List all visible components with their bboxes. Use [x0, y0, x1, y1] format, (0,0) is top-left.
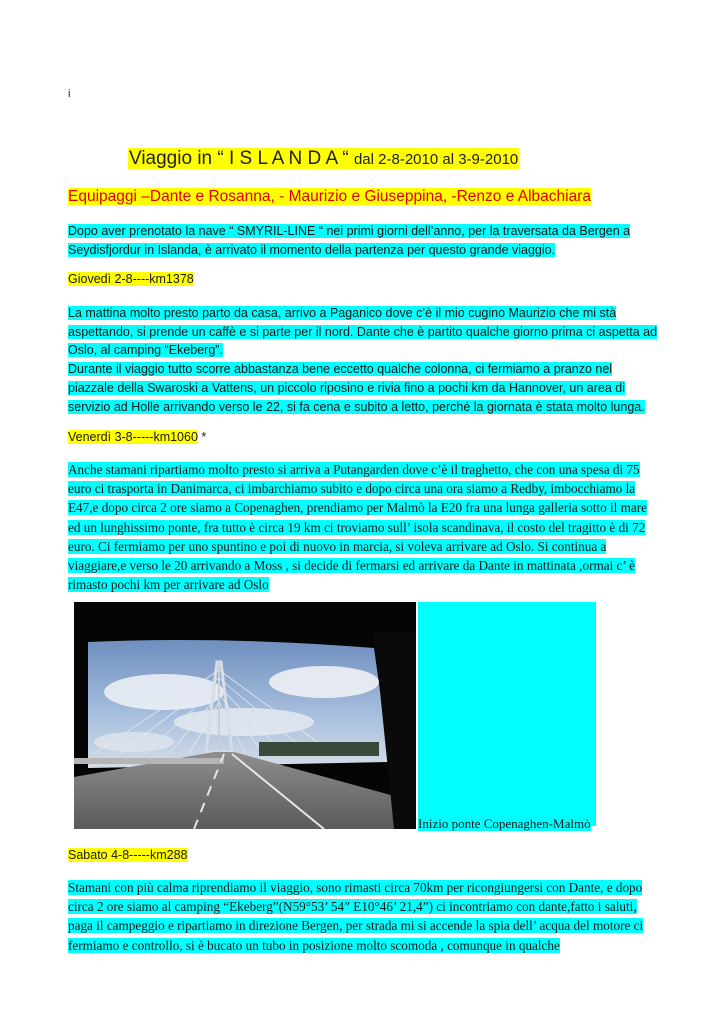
title-country: “ I S L A N D A “ [217, 148, 349, 169]
photo-caption-text: Inizio ponte Copenaghen-Malmò [418, 816, 591, 831]
day-paragraph-2-text: Anche stamani ripartiamo molto presto si arriva a Putangarden dove c’è il traghetto, che con una spesa di 75 euro ci trasporta in Danimarca, ci imbarchiamo subito e dopo circa una ora siamo a Redby, imbocchiamo la E47,e dopo circa 2 ore siamo a Copenaghen, prendiamo per Malmò la E20 fra una lunga galleria sotto il mare ed un lunghissimo ponte, fra tutto è circa 19 km ci troviamo sull’ isola scandinava, il costo del tragitto è di 72 euro. Ci fermiamo per uno spuntino e poi di nuovo in marcia, si voleva arrivare ad Oslo. Si continua a viaggiare,e verso le 20 arrivando a Moss , si decide di fermarsi ed arrivare da Dante in mattinata ,ormai c’ è rimasto pochi km per arrivare ad Oslo [68, 462, 647, 593]
day-heading-1 [68, 272, 194, 286]
title-prefix: Viaggio in [129, 148, 213, 169]
crews-text: Equipaggi –Dante e Rosanna, - Maurizio e Giuseppina, -Renzo e Albachiara [68, 188, 592, 205]
day-heading-1-text: Giovedì 2-8----km1378 [68, 272, 194, 286]
photo-caption [418, 816, 591, 832]
page-title [128, 148, 519, 170]
day-heading-2 [68, 430, 206, 444]
day-heading-3-text: Sabato 4-8-----km288 [68, 848, 188, 862]
day-paragraph-1-text: La mattina molto presto parto da casa, arrivo a Paganico dove c’è il mio cugino Maurizio che mi stà aspettando, si prende un caffè e si parte per il nord. Dante che è partito qualche giorno prima ci aspetta ad Oslo, al camping “Ekeberg”. [68, 306, 658, 358]
stray-mark: i [68, 88, 71, 100]
day-paragraph-1-text2: Durante il viaggio tutto scorre abbastanza bene eccetto qualche colonna, ci fermiamo a pranzo nel piazzale della Swaroski a Vattens, un piccolo riposino e rivia fino a pochi km da Hannover, un area di servizio ad Holle arrivando verso le 22, si fa cena e subito a letto, perché la giornata è stata molto lunga. [68, 362, 645, 414]
day-paragraph-2 [68, 460, 658, 594]
title-highlight [128, 148, 519, 169]
day-heading-2-suffix: * [197, 430, 207, 444]
photo-highlight-panel [418, 602, 596, 826]
day-paragraph-3-text: Stamani con più calma riprendiamo il viaggio, sono rimasti circa 70km per ricongiungersi con Dante, e dopo circa 2 ore siamo al camping “Ekeberg”(N59°53’ 54” E10°46’ 21,4”) ci incontriamo con dante,fatto i saluti, paga il campeggio e ripartiamo in direzione Bergen, per strada mi si accende la spia dell’ acqua del motore ci fermiamo e controllo, si è bucato un tubo in posizione molto scomoda , comunque in qualche [68, 880, 644, 953]
day-heading-2-text: Venerdì 3-8-----km1060 [68, 430, 198, 444]
day-paragraph-3 [68, 878, 658, 955]
bridge-photo-image [74, 602, 416, 829]
title-dates: dal 2-8-2010 al 3-9-2010 [353, 151, 519, 168]
intro-paragraph [68, 222, 658, 259]
day-heading-3 [68, 848, 188, 862]
intro-text: Dopo aver prenotato la nave “ SMYRIL-LINE “ nei primi giorni dell’anno, per la traversata da Bergen a Seydisfjordur in Islanda, è arrivato il momento della partenza per questo grande viaggio. [68, 224, 631, 257]
day-paragraph-1 [68, 304, 658, 416]
crews-line [68, 188, 591, 206]
bridge-photo [74, 602, 416, 829]
